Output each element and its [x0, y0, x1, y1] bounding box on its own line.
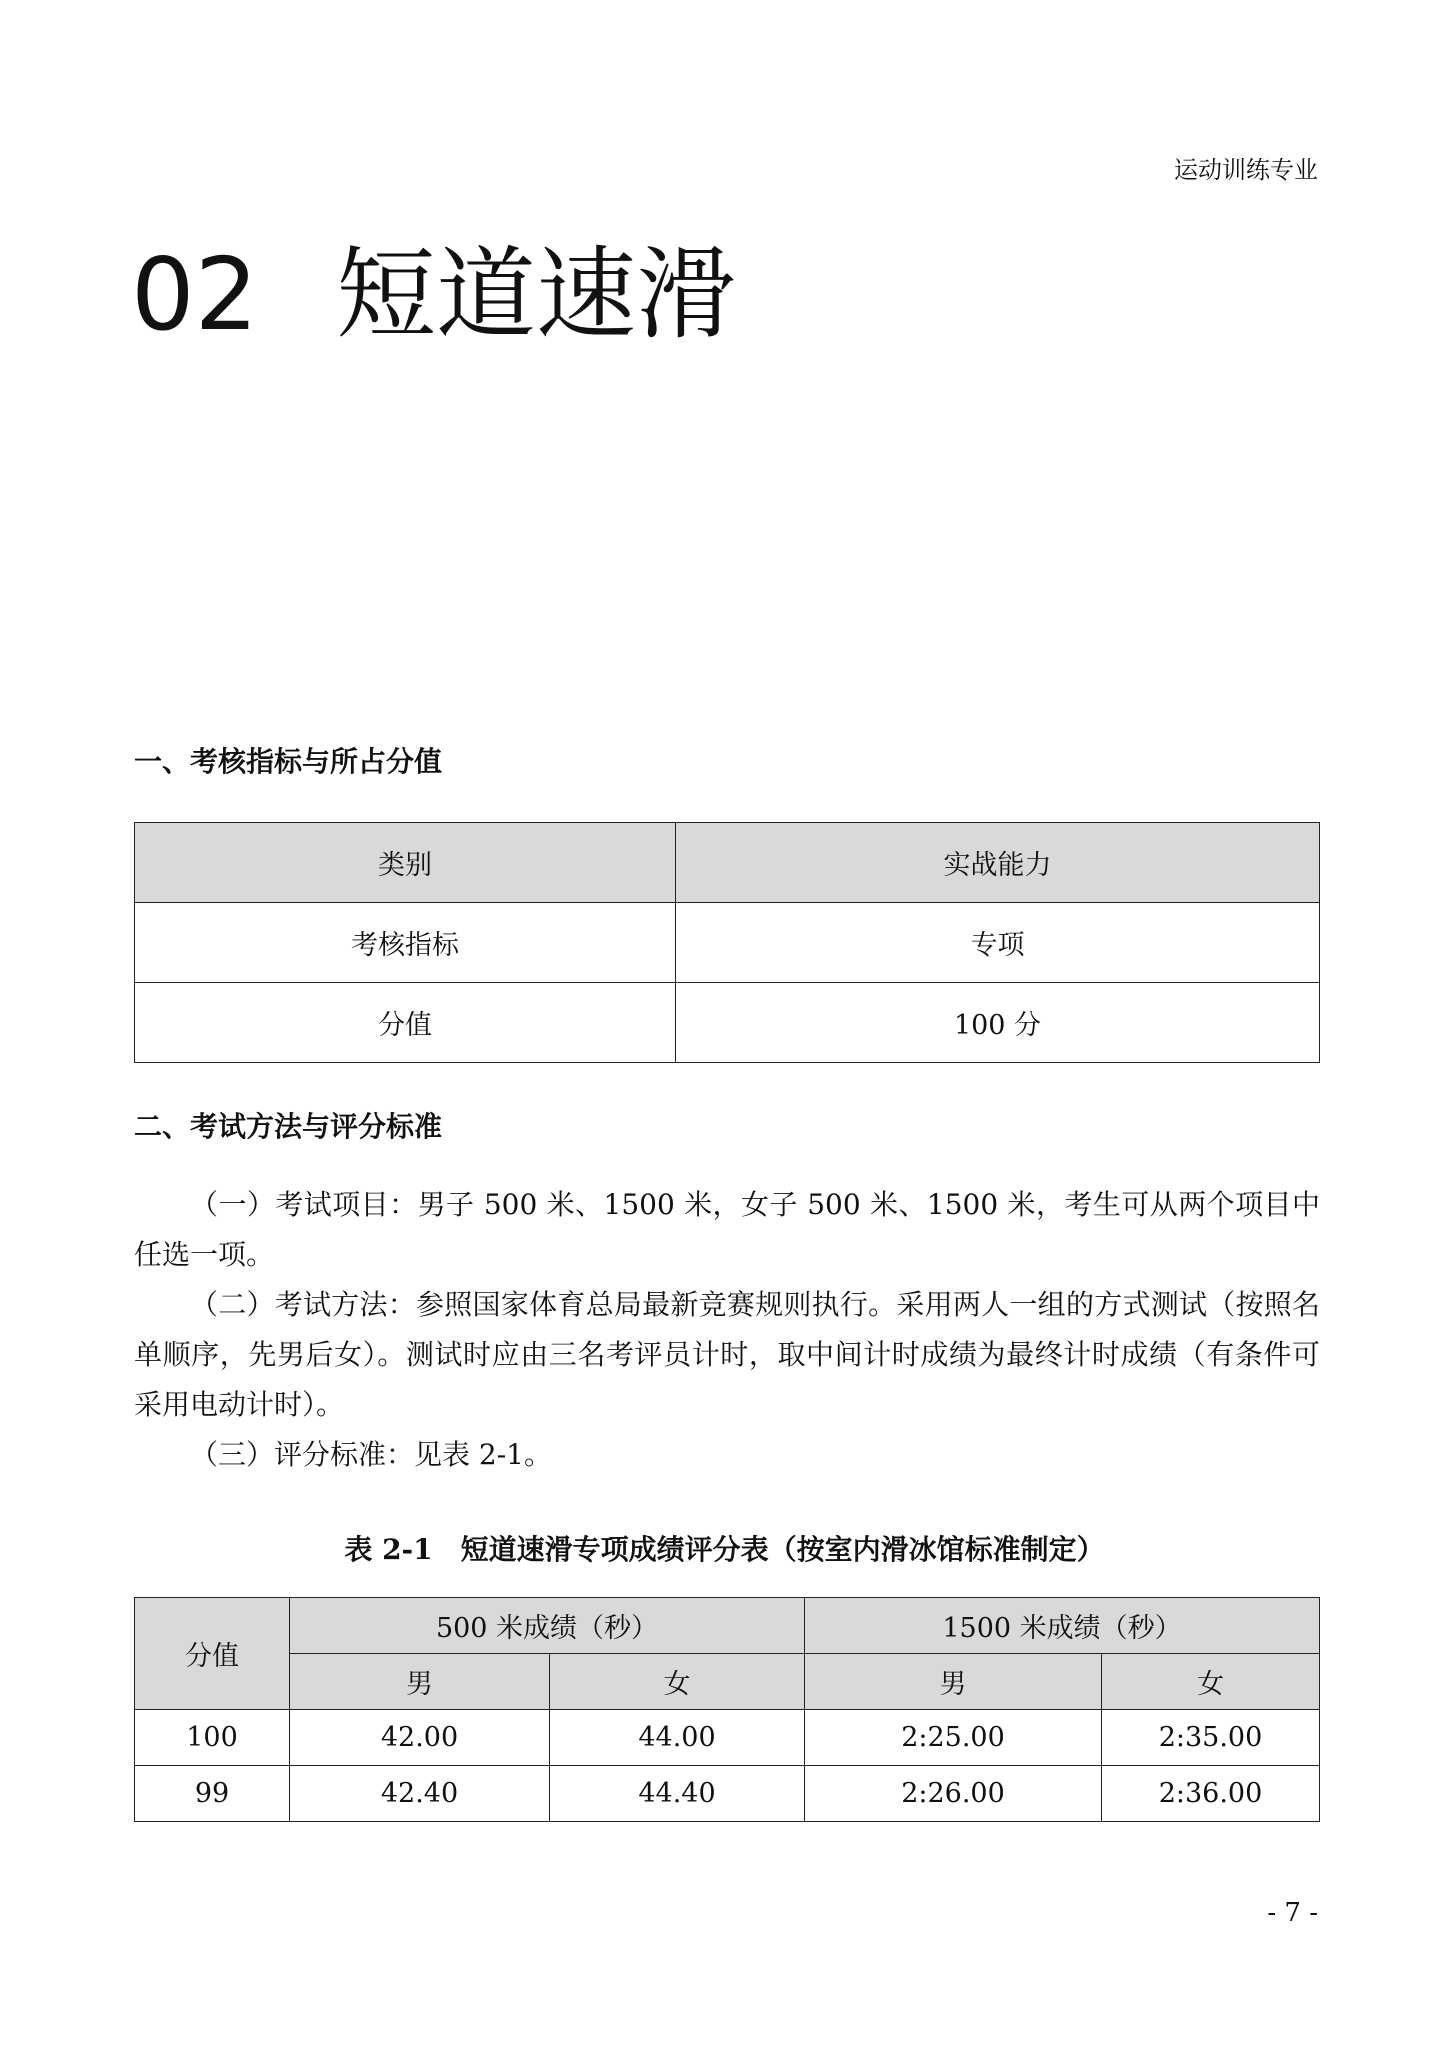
table-cell: 44.40 — [550, 1766, 805, 1822]
method-text — [134, 1180, 1320, 1480]
table-cell: 44.00 — [550, 1710, 805, 1766]
chapter-name: 短道速滑 — [336, 236, 736, 353]
table-header-row — [135, 1598, 1320, 1654]
header-1500m: 1500 米成绩（秒） — [805, 1598, 1320, 1654]
table-cell: 2:25.00 — [805, 1710, 1102, 1766]
table-row — [135, 823, 1320, 903]
table-cell: 考核指标 — [135, 903, 676, 983]
section-heading-2: 二、考试方法与评分标准 — [134, 1110, 443, 1143]
header-1500m-male: 男 — [805, 1654, 1102, 1710]
score-table — [134, 1597, 1320, 1822]
table-cell: 2:36.00 — [1102, 1766, 1320, 1822]
table-caption: 表 2-1 短道速滑专项成绩评分表（按室内滑冰馆标准制定） — [344, 1533, 1105, 1566]
paragraph: （二）考试方法：参照国家体育总局最新竞赛规则执行。采用两人一组的方式测试（按照名单顺序，先男后女）。测试时应由三名考评员计时，取中间计时成绩为最终计时成绩（有条件可采用电动计时）。 — [134, 1288, 1320, 1421]
table-cell: 专项 — [676, 903, 1320, 983]
chapter-title — [131, 235, 736, 355]
table-cell: 42.00 — [290, 1710, 550, 1766]
table-row — [135, 1710, 1320, 1766]
table-row — [135, 903, 1320, 983]
header-500m-female: 女 — [550, 1654, 805, 1710]
header-1500m-female: 女 — [1102, 1654, 1320, 1710]
table-cell: 100 — [135, 1710, 290, 1766]
page-number: - 7 - — [1267, 1898, 1318, 1928]
table-cell: 99 — [135, 1766, 290, 1822]
header-500m: 500 米成绩（秒） — [290, 1598, 805, 1654]
header-500m-male: 男 — [290, 1654, 550, 1710]
header-score: 分值 — [135, 1598, 290, 1710]
indicator-table — [134, 822, 1320, 1063]
running-header: 运动训练专业 — [1174, 156, 1318, 184]
table-row — [135, 1766, 1320, 1822]
paragraph: （一）考试项目：男子 500 米、1500 米，女子 500 米、1500 米，考生可从两个项目中任选一项。 — [134, 1188, 1320, 1271]
table-row — [135, 983, 1320, 1063]
table-cell: 类别 — [135, 823, 676, 903]
table-cell: 42.40 — [290, 1766, 550, 1822]
paragraph: （三）评分标准：见表 2-1。 — [190, 1438, 552, 1471]
table-cell: 实战能力 — [676, 823, 1320, 903]
table-cell: 2:35.00 — [1102, 1710, 1320, 1766]
section-heading-1: 一、考核指标与所占分值 — [134, 745, 443, 778]
table-cell: 2:26.00 — [805, 1766, 1102, 1822]
table-cell: 100 分 — [676, 983, 1320, 1063]
chapter-number: 02 — [131, 236, 259, 353]
table-header-row — [135, 1654, 1320, 1710]
table-cell: 分值 — [135, 983, 676, 1063]
